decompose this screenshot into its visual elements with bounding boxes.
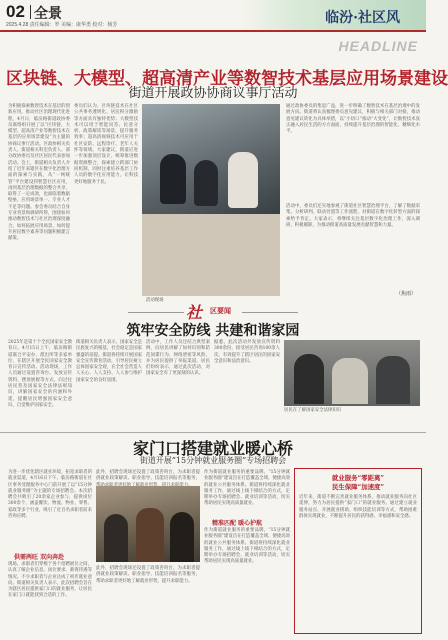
third-subhead-2: 精准匹配 暖心护航 <box>212 520 263 527</box>
lead-photo-caption: 活动现场 <box>146 298 164 303</box>
lead-col-1: 为积极探索数智技术在基层的创新应用，推动社区治理现代化进程，4月日，临汾路街道政协委员联络组开展了以“区块链、大模型、超高清产业等数智技术在基层的应用场景建设”为主题的协商议事厅活动。区政协相关负责人、街道相关科室负责人、部分政协委员及社区居民代表参加活动。会上，街道相关负责人介绍了近年来辖区在数字化治理方面的探索与实践，从“一网统管”平台建设到智慧社区应用，再到基层治理数据的整合共享，取得了一定成效，也面临着数据壁垒、应用场景单一、专业人才不足等问题。参会委员结合自身专业背景和调研所得，围绕如何推动数智技术与社区治理深度融合、如何拓展应用场景、如何提升居民数字素养等问题积极建言献策。 <box>8 104 70 242</box>
second-photo-caption: 居民在了解国家安全法律知识 <box>284 408 342 413</box>
second-col-1: 2025年是第十个全民国家安全教育日。4月15日上午，临汾路街道联合平安办、派出所等多家单位，在辖区开展全民国家安全教育日宣传活动。活动现场，工作人员通过设置咨询台、发放宣传资料、摆放展板等方式，向过往居民普及国家安全法律法规知识，讲解国家安全的内涵和外延，提醒居民增强国家安全意识，自觉维护国家安全。 <box>8 340 72 408</box>
second-photo <box>284 340 420 406</box>
logo-word: 区要闻 <box>210 306 231 315</box>
third-col-2: 现场，求职者们穿梭于各个招聘展位之间，认真了解企业信息、岗位要求、薪资待遇等情况。不少求职者与企业达成了初步就业意向。街道相关负责人表示，此次招聘会旨在为辖区居民提供家门口的就业服务，让居民在家门口就能找到合适的工作。 <box>8 562 92 599</box>
third-col-4a: 作为街道就业服务的重要品牌，“15分钟就业服务圈”建设旨在打造覆盖全域、便捷高效的就业公共服务体系。街道将持续深化就业服务工作，通过线上线下相结合的方式，定期举办专场招聘会、就业培训等活动，切实帮助居民实现高质量就业。 <box>204 470 290 507</box>
community-news-logo <box>128 302 298 322</box>
third-col-3: 此外，招聘会现场还设置了政策咨询台，为求职者提供就业政策解读、职业指导、技能培训报名等服务， <box>96 470 200 482</box>
lead-col-4: 活动中，委员们还实地参观了街道社区智慧治理平台，了解了数据采集、分析研判、联动处置等工作流程，对街道在数字化转型方面的探索给予肯定。大家表示，将继续关注基层数字化治理工作，深入调研，积极履职，为推动街道高质量发展贡献智慧和力量。 <box>286 204 420 228</box>
page-number: 02 <box>6 2 25 21</box>
dateline: 2025.4.28 责任编辑：罗 美编：康华勇 校对：杨芳 <box>6 22 118 28</box>
lead-col-2: 委员们认为，区块链技术在社区公共事务透明化、居民积分激励等方面具有独特优势；大模型技术可以用于智能问答、民意分析、政策解读等场景，提升服务效率；超高清视频技术可应用于社区安防、远程诊疗、老年人关怀等领域。大家建议，街道应进一步加强顶层设计，统筹推进数据资源整合，探索建立跨部门协同机制，同时注重培养基层工作人员的数字化应用能力，让科技更好地服务于民。 <box>74 104 138 185</box>
logo-mark: 社 <box>186 303 203 322</box>
third-headline: 家门口搭建就业暖心桥 <box>132 439 293 458</box>
third-col-1: 为进一步优化辖区就业环境，拓宽求职者的就业渠道，4月16日下午，临汾路街道在社区事务受理服务中心门前开展了以“15分钟就业服务圈”为主题的专场招聘会。本次招聘会共吸引了20余家企业参与，提供岗位300余个，涵盖餐饮、物流、物业、零售、家政等多个行业，吸引了近百名求职者前来咨询应聘。 <box>8 470 92 520</box>
sidebar-box-text: 近年来，街道不断完善就业服务体系，推动就业服务向社区延伸，努力为居民提供“家门口”的就业服务。通过建立就业服务站点、开展就业援助、组织技能培训等方式，帮助困难群体实现就业，不断提升居民的获得感、幸福感和安全感。 <box>299 495 417 519</box>
masthead <box>0 0 426 30</box>
third-col-4b: 作为街道就业服务的重要品牌，“15分钟就业服务圈”建设旨在打造覆盖全域、便捷高效的就业公共服务体系。街道将持续深化就业服务工作，通过线上线下相结合的方式，定期举办专场招聘会、就业培训等活动，切实帮助居民实现高质量就业。 <box>204 528 290 565</box>
third-col-3-cont: 此外，招聘会现场还设置了政策咨询台，为求职者提供就业政策解读、职业指导、技能培训报名等服务，帮助求职者更好地了解就业形势，提升求职能力。 <box>96 566 200 584</box>
lead-photo <box>142 104 280 296</box>
lead-author: （焦雨） <box>396 291 417 297</box>
section-divider <box>0 432 426 433</box>
second-headline: 筑牢安全防线 共建和谐家园 <box>126 323 300 339</box>
masthead-divider <box>30 5 31 19</box>
logo-rule-left <box>128 312 184 313</box>
banner-title: 临汾·社区风 <box>325 10 400 26</box>
masthead-banner <box>240 0 426 30</box>
second-col-2: 街道相关负责人表示，国家安全是民族复兴的根基，社会稳定是国家强盛的前提。街道将持续开展国家安全宣传教育活动，引导居民树立总体国家安全观，在全社会营造人人关心、人人支持、人人参与维护国家安全的良好氛围。 <box>76 340 142 383</box>
third-subhead-1: 供需两旺 双向奔赴 <box>14 554 65 561</box>
lead-headline: 区块链、大模型、超高清产业等数智技术基层应用场景建设 <box>6 69 448 89</box>
second-col-4: 据悉，此次活动共发放宣传资料300余份，接受居民咨询100余人次，有效提升了辖区居民的国家安全意识和法治意识。 <box>214 340 280 364</box>
masthead-rule <box>0 30 426 32</box>
third-photo <box>96 486 200 562</box>
lead-col-3: 通过政协委员的集思广益，进一步明确了数智技术在基层治理中的发展方向。街道将认真梳理委员意见建议，积极与相关部门对接，推动意见建议转化为具体举措，以“小切口”推动“大变化”，让数智技术真正融入居民生活的方方面面，持续提升基层治理的智能化、精细化水平。 <box>286 104 420 135</box>
lead-subtitle: 街道开展政协协商议事厅活动 <box>128 86 298 101</box>
logo-rule-right <box>242 312 298 313</box>
sidebar-box <box>294 468 422 634</box>
sidebar-box-heading-1: 就业服务“零距离” <box>331 474 385 482</box>
second-col-3: 活动中，工作人员还结合典型案例，向居民讲解了如何识别和防范间谍行为、网络泄密等风险，并为居民提供了举报渠道。居民们纷纷表示，通过此次活动，对国家安全有了更深刻的认识。 <box>146 340 210 377</box>
headline-label: HEADLINE <box>338 38 418 54</box>
section-name: 全景 <box>34 5 62 21</box>
third-subtitle: 街道开展“15分钟就业服务圈”专场招聘会 <box>139 456 287 465</box>
sidebar-box-heading-2: 民生保障“加速度” <box>331 483 385 491</box>
